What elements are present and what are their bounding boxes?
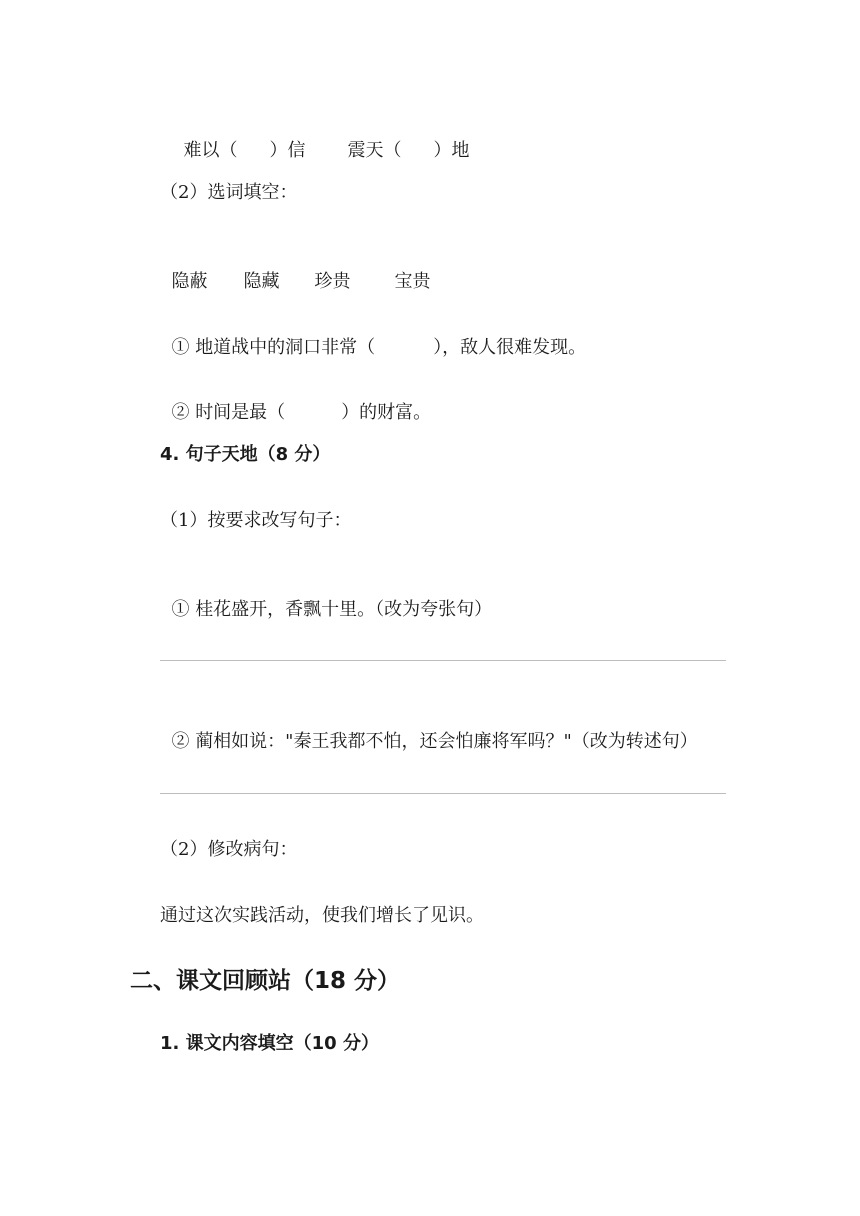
idiom-b-suffix: ）地 [433,140,470,161]
answer-line-1[interactable] [160,660,726,661]
word-option-1: 隐蔽 [171,271,208,292]
item-number: ① [171,337,190,358]
idiom-fill-row [172,115,469,163]
item-number: ① [171,599,190,620]
idiom-a-prefix: 难以（ [183,140,238,161]
word-option-2: 隐藏 [243,271,280,292]
answer-line-2[interactable] [160,793,726,794]
sentence-2-text: 蔺相如说："秦王我都不怕，还会怕廉将军吗？"（改为转述句） [195,731,698,752]
word-choice-bank [160,246,430,294]
q4-sub1-heading: （1）按要求改写句子： [160,510,352,531]
word-option-3: 珍贵 [314,271,351,292]
idiom-a-suffix: ）信 [269,140,306,161]
item1-prefix: 地道战中的洞口非常（ [195,337,376,358]
item2-prefix: 时间是最（ [195,402,286,423]
rewrite-sentence-2 [160,706,698,754]
section-2-q1-heading: 1. 课文内容填空（10 分） [160,1033,379,1054]
section-2-title: 二、课文回顾站（18 分） [130,968,401,994]
word-option-4: 宝贵 [394,271,431,292]
item-number: ② [171,402,190,423]
idiom-b-prefix: 震天（ [347,140,402,161]
item1-suffix: ），敌人很难发现。 [433,337,587,358]
q4-sub2-heading: （2）修改病句： [160,839,298,860]
word-choice-heading: （2）选词填空： [160,182,298,203]
sentence-1-text: 桂花盛开，香飘十里。（改为夸张句） [195,599,493,620]
item-number: ② [171,731,190,752]
q4-heading: 4. 句子天地（8 分） [160,444,331,465]
word-choice-item-1 [160,312,586,360]
item2-suffix: ）的财富。 [341,402,432,423]
word-choice-item-2 [160,377,431,425]
faulty-sentence: 通过这次实践活动，使我们增长了见识。 [160,905,484,926]
rewrite-sentence-1 [160,574,492,622]
